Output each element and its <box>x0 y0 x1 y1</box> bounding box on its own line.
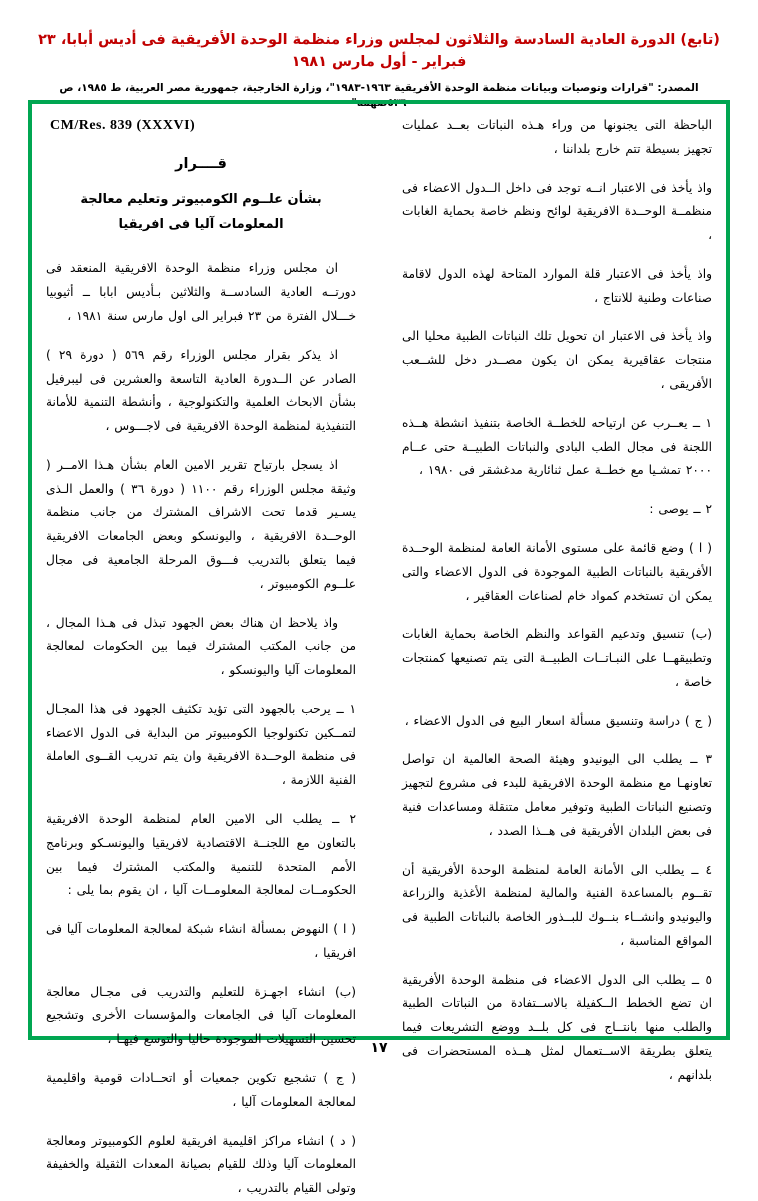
column-left <box>402 114 712 1082</box>
paragraph: واذ يأخذ فى الاعتبار ان تحويل تلك النباتات الطبية محليا الى منتجات عقاقيرية يمكن ان يكون مصــدر دخل للشــعب الأفريقى ، <box>402 329 712 392</box>
paragraph: واذ يأخذ فى الاعتبار انــه توجد فى داخل الــدول الاعضاء فى منظمــة الوحــدة الافريقية لوائح ونظم خاصة بحماية الغابات ، <box>402 180 712 243</box>
column-right <box>46 114 357 1196</box>
paragraph: ان مجلس وزراء منظمة الوحدة الافريقية المنعقد فى دورتــه العادية السادســة والثلاثين بـأديس ابابا ــ أثيوبيا خـــلال الفترة من ٢٣ فبراير الى اول مارس سنة ١٩٨١ ، <box>46 261 356 323</box>
page-number: ١٧ <box>370 1040 388 1056</box>
paragraph: ٢ ــ يطلب الى الامين العام لمنظمة الوحدة الافريقية بالتعاون مع اللجنــة الاقتصادية لافريقيا واليونسـكو وبرنامج الأمم المتحدة للتنمية والمكتب المشترك فيما بين الحكومــات لمعالجة المعلومــات آليا ، ان يقوم بما يلى : <box>46 812 356 898</box>
page-title: قــــرار <box>175 156 227 172</box>
paragraph: ( د ) انشاء مراكز اقليمية افريقية لعلوم الكومبيوتر ومعالجة المعلومات آليا وذلك للقيام بصيانة المعدات الثقيلة والخفيفة وتولى القيام بالتدريب ، <box>46 1133 356 1196</box>
paragraph: الباحظة التى يجنونها من وراء هـذه النباتات بعــد عمليات تجهيز بسيطة تتم خارج بلداننا ، <box>402 118 712 156</box>
paragraph: ٤ ــ يطلب الى الأمانة العامة لمنظمة الوحدة الأفريقية أن تقــوم بالمساعدة الفنية والمالية لمنظمة الأغذية والزراعة واليونيدو وانشــاء بنــوك للبــذور الخاصة بالنباتات الطبية فى المواقع المناسبة ، <box>402 862 712 948</box>
paragraph: ( ا ) النهوض بمسألة انشاء شبكة لمعالجة المعلومات آليا فى افريقيا ، <box>46 922 356 960</box>
paragraph: اذ يذكر بقرار مجلس الوزراء رقم ٥٦٩ ( دورة ٢٩ ) الصادر عن الــدورة العادية التاسعة والعشرين فى ليبرفيل بشأن الابحاث العلمية والتكنولوجية ، وأنشطة التنمية للأمانة التنفيذية لمنظمة الوحدة الافريقية فى لاجـــوس ، <box>46 347 356 434</box>
paragraph: واذ يلاحظ ان هناك بعض الجهود تبذل فى هـذا المجال ، من جانب المكتب المشترك فيما بين الحكومات لمعالجة المعلومات آليا واليونسكو ، <box>46 615 356 678</box>
header-source: المصدر: "قرارات وتوصيات وبيانات منظمة الوحدة الأفريقية ١٩٦٣-١٩٨٣"، وزارة الخارجية، جمهورية مصر العربية، ط ١٩٨٥، ص ٥٣٦صهمه" <box>59 81 699 110</box>
resolution-id: CM/Res. 839 (XXXVI) <box>50 118 196 133</box>
paragraph: اذ يسجل بارتياح تقرير الامين العام بشأن هـذا الامــر ( وثيقة مجلس الوزراء رقم ١١٠٠ ( دورة ٣٦ ) والعمل الـذى يسـير قدما تحت الاشراف المشترك من جانب منظمة الوحــدة الافريقية ، واليونسكو وبعض الجامعات الافريقية فيما يتعلق بالتدريب فـــوق المرحلة الجامعية فى مجال علــوم الكومبيوتر ، <box>46 457 357 591</box>
paragraph: ( ج ) دراسة وتنسيق مسألة اسعار البيع فى الدول الاعضاء ، <box>404 713 712 728</box>
paragraph: واذ يأخذ فى الاعتبار قلة الموارد المتاحة لهذه الدول لاقامة صناعات وطنية للانتاج ، <box>402 266 712 305</box>
paragraph: ١ ــ يعــرب عن ارتياحه للخطــة الخاصة بتنفيذ انشطة هــذه اللجنة فى مجال الطب البادى والنباتات الطبيــة حتى عــام ٢٠٠٠ تمشـيا مع خطــة عمل ثنائارية مدغشقر فى ١٩٨٠ ، <box>402 415 712 478</box>
paragraph: (ب) تنسيق وتدعيم القواعد والنظم الخاصة بحماية الغابات وتطبيقهــا على النبـاتــات الطبيــة التى يتم تصنيعها كمنتجات خاصة ، <box>402 627 712 689</box>
paragraph: ( ج ) تشجيع تكوين جمعيات أو اتحــادات قومية واقليمية لمعالجة المعلومات آليا ، <box>46 1071 356 1109</box>
paragraph: ١ ــ يرحب بالجهود التى تؤيد تكثيف الجهود فى هذا المجـال لتمــكين تكنولوجيا الكومبيوتر من البداية فى الدول الاعضاء فى منظمة الوحــدة الافريقية وان يتم تدريب القــوى العاملة الفنية اللازمة ، <box>46 701 356 788</box>
paragraph: ٥ ــ يطلب الى الدول الاعضاء فى منظمة الوحدة الأفريقية ان تضع الخطط الــكفيلة بالاســتفادة من النباتات الطبية والطلب منها بانتــاج فى كل بلــد ووضع التشريعات فيما يتعلق بطريقة الاســتعمال لمثل هــذه المستحضرات فى بلدانهم ، <box>402 972 712 1082</box>
paragraph: ( ا ) وضع قائمة على مستوى الأمانة العامة لمنظمة الوحــدة الأفريقية بالنباتات الطبية الموجودة فى الدول الاعضاء والتى يمكن ان تستخدم كمواد خام لصناعات العقاقير ، <box>402 540 712 603</box>
page-subtitle: بشأن علــوم الكومبيوتر وتعليم معالجة المعلومات آليا فى افريقيا <box>80 192 322 232</box>
paragraph: (ب) انشاء اجهـزة للتعليم والتدريب فى مجـال معالجة المعلومات آليا فى الجامعات والمؤسسات الأخرى وتشجيع تحسين التسهيلات الموجودة حاليا والتوسع فيهـا ، <box>46 984 356 1047</box>
paragraph: ٣ ــ يطلب الى اليونيدو وهيئة الصحة العالمية ان تواصل تعاونهـا مع منظمة الوحدة الافريقية للبدء فى مشروع لتجهيز وتصنيع النباتات الطبية وتوفير معامل متنقلة ومساعدات فنية فى بعض البلدان الأفريقية فى هــذا الصدد ، <box>402 752 712 838</box>
paragraph: ٢ ــ يوصى : <box>649 502 712 517</box>
header-title: (تابع) الدورة العادية السادسة والثلاثون لمجلس وزراء منظمة الوحدة الأفريقية فى أديس أبابا، ٢٣ فبراير - أول مارس ١٩٨١ <box>38 32 720 70</box>
